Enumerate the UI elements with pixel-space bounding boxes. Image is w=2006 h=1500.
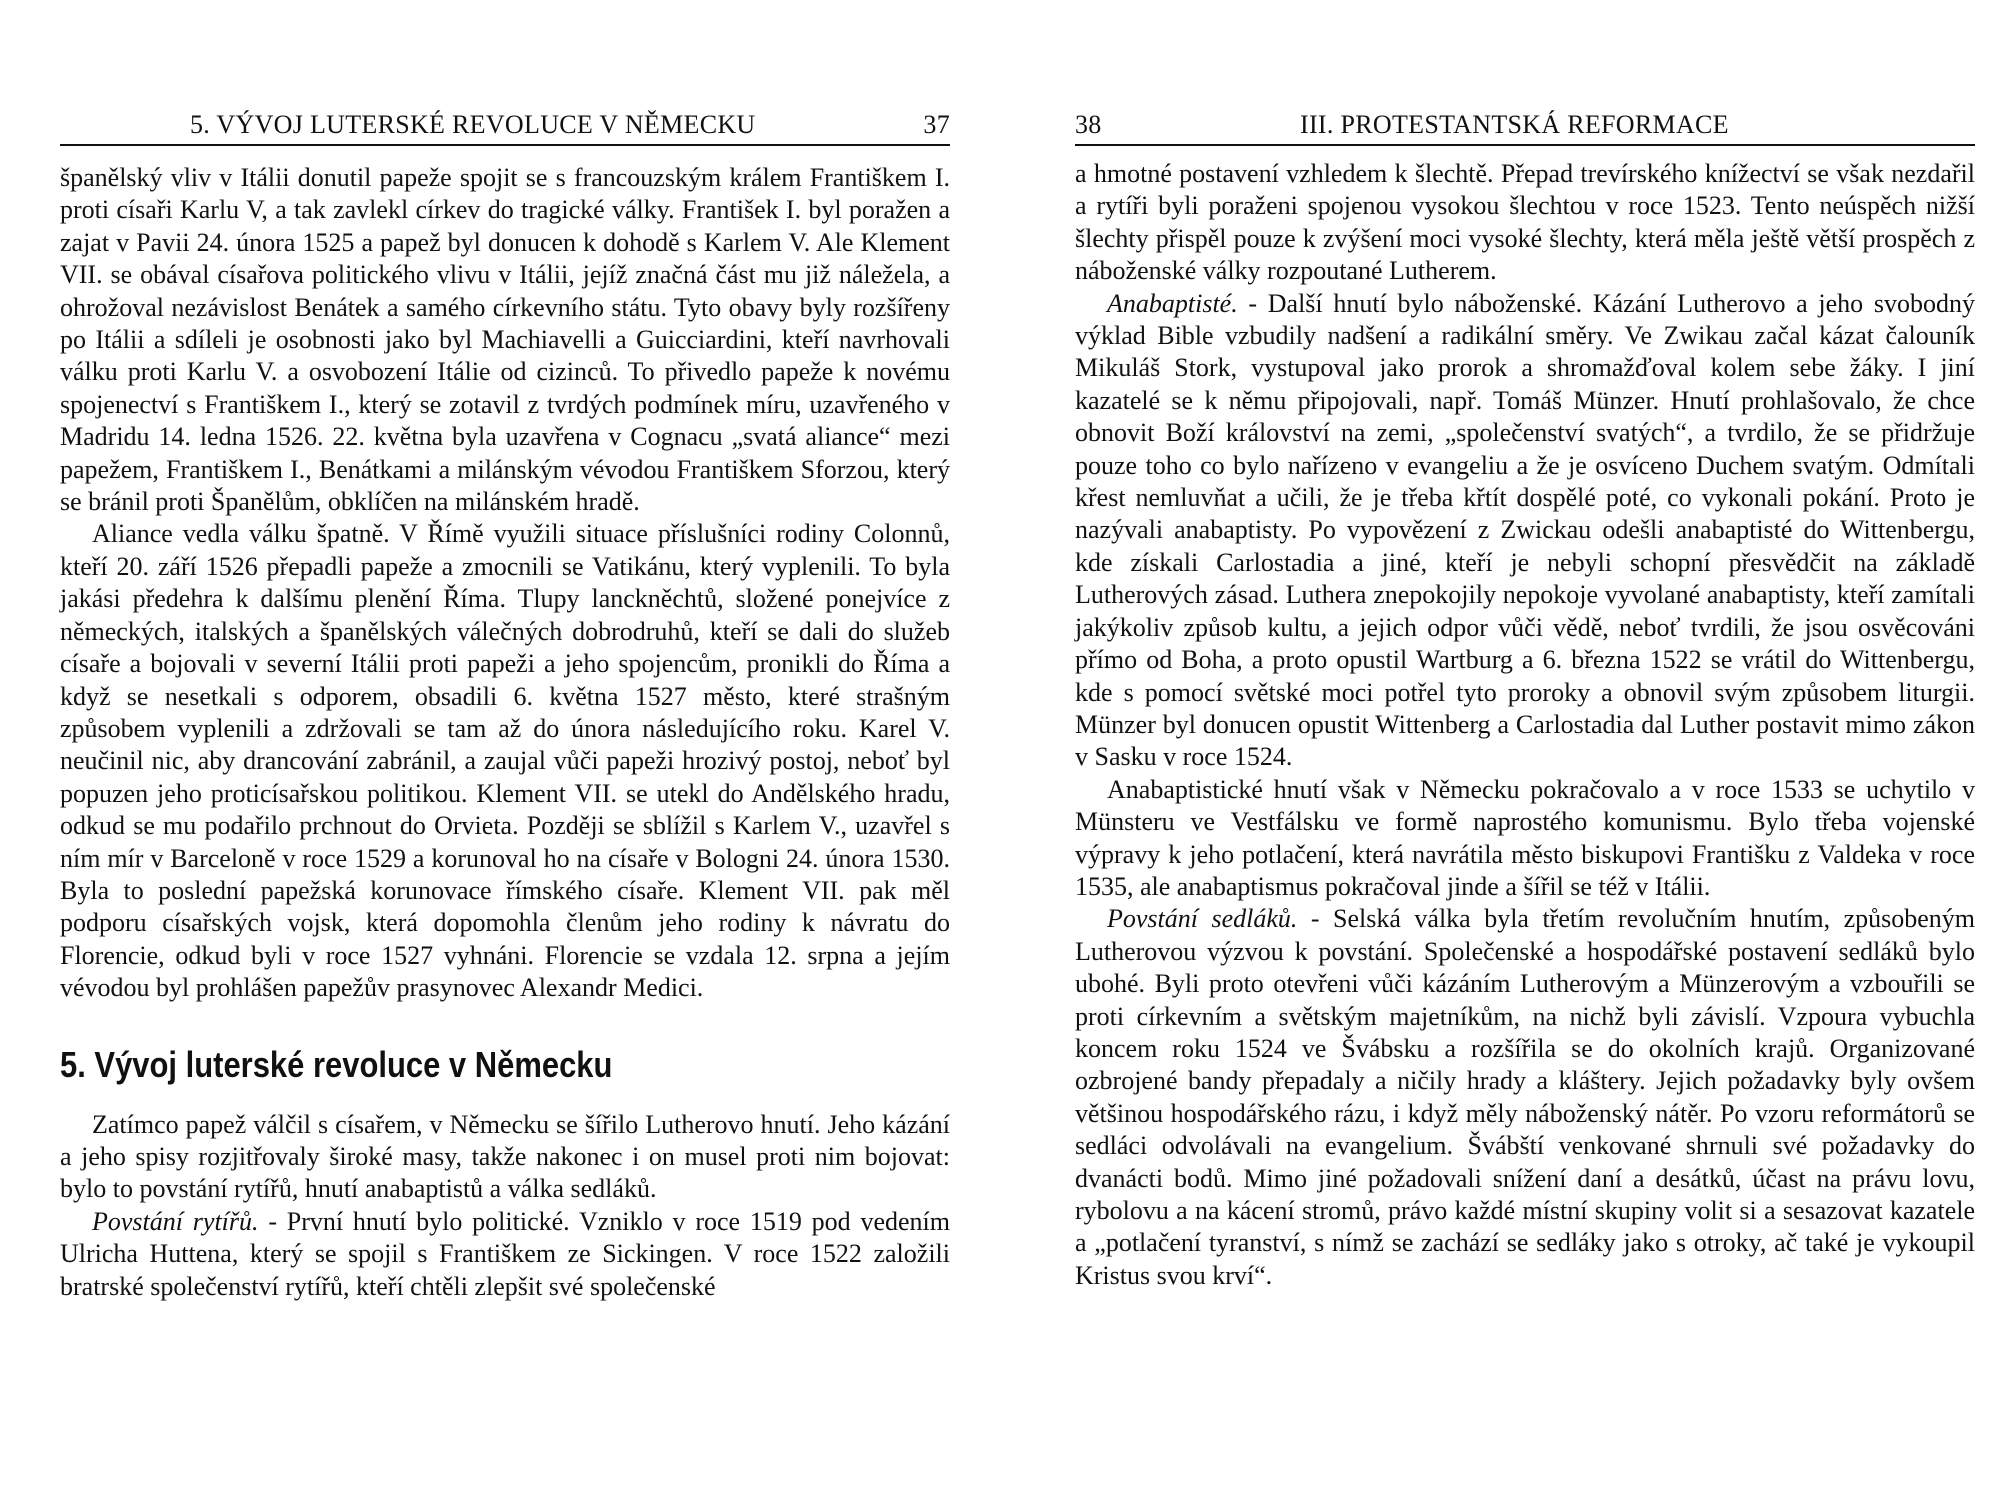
paragraph-knights-continued: a hmotné postavení vzhledem k šlechtě. Přepad trevírského knížectví se však nezdařil a rytíři byli poraženi spojenou vysokou šlechtou v roce 1523. Tento neúspěch nižší šlechty přispěl pouze k zvýšení moci vysoké šlechty, která měla ještě větší prospěch z náboženské války rozpoutané Lutherem.: [1075, 159, 1975, 286]
right-page-number: 38: [1075, 110, 1102, 139]
left-page-body: [60, 162, 950, 1303]
right-running-header: [1075, 100, 1975, 146]
peasants-revolt-label: Povstání sedláků.: [1107, 904, 1298, 934]
peasants-revolt-text: - Selská válka byla třetím revolučním hnutím, způsobeným Lutherovou výzvou k povstání. Společenské a hospodářské postavení sedláků bylo ubohé. Byli proto otevřeni vůči kázáním Lutherovým a Münzerovým a vzbouřili se proti církevním a světským majetníkům, na nichž byli závislí. Vzpoura vybuchla koncem roku 1524 ve Švábsku a rozšířila se do okolních krajů. Organizované ozbrojené bandy přepadaly a ničily hrady a kláštery. Jejich požadavky byly ovšem většinou hospodářského rázu, i když měly náboženský nátěr. Po vzoru reformátorů se sedláci odvolávali na evangelium. Švábští venkované shrnuli své požadavky do dvanácti bodů. Mimo jiné požadovali snížení daní a desátků, účast na právu lovu, rybolovu a na kácení stromů, právo každé místní skupiny volit si a sesazovat kazatele a „potlačení tyranství, s nímž se zachází se sedláky jako s otroky, ač také je vykoupil Kristus svou krví“.: [1075, 904, 1975, 1290]
paragraph-alliance: Aliance vedla válku špatně. V Římě využili situace příslušníci rodiny Colonnů, kteří 20. září 1526 přepadli papeže a zmocnili se Vatikánu, který vyplenili. To byla jakási předehra k dalšímu plenění Říma. Tlupy lanckněchtů, složené ponejvíce z německých, italských a španělských válečných dobrodruhů, kteří se dali do služeb císaře a bojovali v severní Itálii proti papeži a jeho spojencům, pronikli do Říma a když se nesetkali s odporem, obsadili 6. května 1527 město, které strašným způsobem vyplenili a zdržovali se tam až do února následujícího roku. Karel V. neučinil nic, aby drancování zabránil, a zaujal vůči papeži hrozivý postoj, neboť byl popuzen jeho proticísařskou politikou. Klement VII. se utekl do Andělského hradu, odkud se mu podařilo prchnout do Orvieta. Později se sblížil s Karlem V., uzavřel s ním mír v Barceloně v roce 1529 a korunoval ho na císaře v Bologni 24. února 1530. Byla to poslední papežská korunovace římského císaře. Klement VII. pak měl podporu císařských vojsk, která dopomohla členům jeho rodiny k návratu do Florencie, odkud byli v roce 1527 vyhnáni. Florencie se vzdala 12. srpna a jejím vévodou byl prohlášen papežův prasynovec Alexandr Medici.: [60, 519, 950, 1003]
section-heading: 5. Vývoj luterské revoluce v Německu: [60, 1043, 613, 1085]
left-page: [60, 0, 950, 1500]
paragraph-peasants-revolt: [1075, 903, 1975, 1292]
paragraph-spanish-influence: španělský vliv v Itálii donutil papeže spojit se s francouzským králem Františkem I. proti císaři Karlu V, a tak zavlekl církev do tragické války. František I. byl poražen a zajat v Pavii 24. února 1525 a papež byl donucen k dohodě s Karlem V. Ale Klement VII. se obával císařova politického vlivu v Itálii, jejíž značná část mu již náležela, a ohrožoval nezávislost Benátek a samého církevního státu. Tyto obavy byly rozšířeny po Itálii a sdíleli je osobnosti jako byl Machiavelli a Guicciardini, kteří navrhovali válku proti Karlu V. a osvobození Itálie od cizinců. To přivedlo papeže k novému spojenectví s Františkem I., který se zotavil z tvrdých podmínek míru, uzavřeného v Madridu 14. ledna 1526. 22. května byla uzavřena v Cognacu „svatá aliance“ mezi papežem, Františkem I., Benátkami a milánským vévodou Františkem Sforzou, který se bránil proti Španělům, obklíčen na milánském hradě.: [60, 163, 950, 517]
paragraph-anabaptists: [1075, 288, 1975, 774]
paragraph-section-intro: Zatímco papež válčil s císařem, v Německu se šířilo Lutherovo hnutí. Jeho kázání a jeho spisy rozjitřovaly široké masy, takže nakonec i on musel proti nim bojovat: bylo to povstání rytířů, hnutí anabaptistů a válka sedláků.: [60, 1109, 950, 1204]
right-page-body: [1075, 158, 1975, 1292]
paragraph-knights-revolt: [60, 1206, 950, 1303]
anabaptists-text: - Další hnutí bylo náboženské. Kázání Lutherovo a jeho svobodný výklad Bible vzbudily nadšení a radikální směry. Ve Zwikau začal kázat čalouník Mikuláš Stork, vystupoval jako prorok a shromažďoval kolem sebe žáky. I jiní kazatelé se k němu připojovali, např. Tomáš Münzer. Hnutí prohlašovalo, že chce obnovit Boží království na zemi, „společenství svatých“, a tvrdilo, že se přidržuje pouze toho co bylo nařízeno v evangeliu a že je osvíceno Duchem svatým. Odmítali křest nemluvňat a učili, že je třeba křtít dospělé poté, co vykonali pokání. Proto je nazývali anabaptisty. Po vypovězení z Zwickau odešli anabaptisté do Wittenbergu, kde získali Carlostadia a jiné, kteří je nebyli schopní přesvědčit na základě Lutherových zásad. Luthera znepokojily nepokoje vyvolané anabaptisty, kteří zamítali jakýkoliv způsob kultu, a jejich odpor vůči vědě, neboť tvrdili, že jsou osvěcováni přímo od Boha, a proto opustil Wartburg a 6. března 1522 se vrátil do Wittenbergu, kde s pomocí světské moci potřel tyto proroky a obnovil svým způsobem liturgii. Münzer byl donucen opustit Wittenberg a Carlostadia dal Luther postavit mimo zákon v Sasku v roce 1524.: [1075, 288, 1975, 772]
anabaptists-label: Anabaptisté.: [1107, 288, 1238, 318]
paragraph-anabaptist-movement: Anabaptistické hnutí však v Německu pokračovalo a v roce 1533 se uchytilo v Münsteru ve Vestfálsku ve formě naprostého komunismu. Bylo třeba vojenské výpravy k jeho potlačení, která navrátila město biskupovi Františku z Valdeka v roce 1535, ale anabaptismus pokračoval jinde a šířil se též v Itálii.: [1075, 774, 1975, 901]
left-page-number: 37: [923, 110, 950, 139]
left-header-title: 5. VÝVOJ LUTERSKÉ REVOLUCE V NĚMECKU: [190, 110, 756, 139]
knights-revolt-text: - První hnutí bylo politické. Vzniklo v roce 1519 pod vedením Ulricha Huttena, který se spojil s Františkem ze Sickingen. V roce 1522 založili bratrské společenství rytířů, kteří chtěli zlepšit své společenské: [60, 1206, 950, 1301]
right-page: [1075, 0, 1975, 1500]
left-running-header: [60, 100, 950, 146]
knights-revolt-label: Povstání rytířů.: [92, 1206, 259, 1236]
right-header-title: III. PROTESTANTSKÁ REFORMACE: [1300, 110, 1729, 139]
